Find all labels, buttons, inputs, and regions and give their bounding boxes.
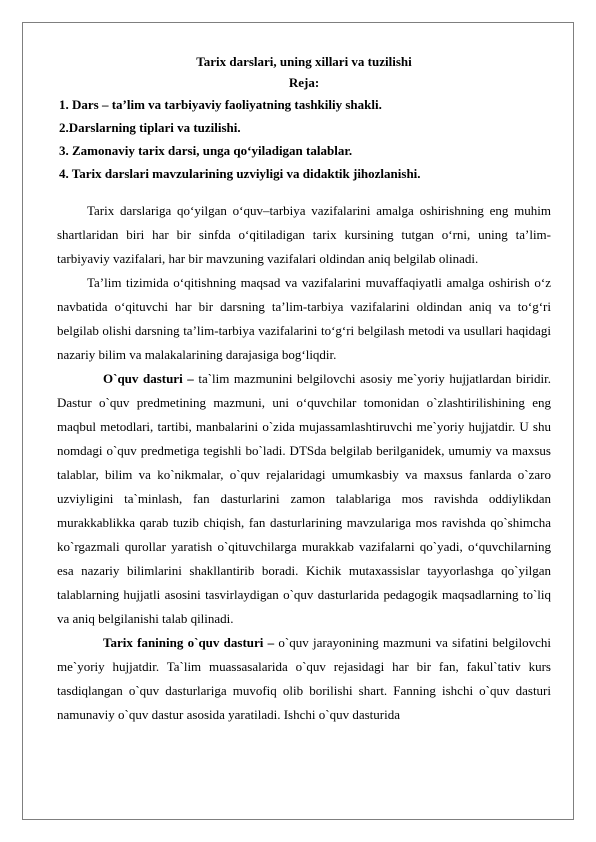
body-paragraph bbox=[57, 199, 551, 271]
document-title: Tarix darslari, uning xillari va tuzilishi bbox=[196, 54, 412, 69]
plan-heading: Reja: bbox=[288, 75, 320, 90]
body-paragraph bbox=[57, 367, 551, 631]
paragraph-text: ta`lim mazmunini belgilovchi asosiy me`yoriy hujjatlardan biridir. Dastur o`quv predmetining mazmuni, uni o‘quvchilar tomonidan o`zlashtirilishining eng maqbul metodlari, tartibi, manbalarini o`zida mujassamlashtiruvchi me`yoriy hujjatdir. U shu nomdagi o`quv predmetiga tegishli bo`ladi. DTSda belgilab berilganidek, umumiy va maxsus talablar, bilim va ko`nikmalar, o`quv rejalaridagi umumkasbiy va maxsus fanlarda o`zaro uzviyligini ta`minlash, fan dasturlarini zamon talablariga mos ravishda oddiylikdan murakkablikka qarab tuzib chiqish, fan dasturlarining mavzulariga mos ravishda qo`shimcha ko`rgazmali qurollar yaratish o`qituvchilarga murakkab vazifalarni qo`yadi, o‘quvchilarning esa nazariy bilimlarini shakllantirib boradi. Kichik mutaxassislar tayyorlashga qo`yilgan talablarning hujjatli asosini tasvirlaydigan o`quv dasturlarida pedagogik maqsadlarning to`liq va aniq belgilanishi talab qilinadi. bbox=[57, 371, 551, 626]
paragraph-text: Tarix darslariga qo‘yilgan o‘quv–tarbiya vazifalarini amalga oshirishning eng muhim shartlaridan biri har bir sinfda o‘qitiladigan tarix kursining tutgan o‘rni, uning ta’lim-tarbiyaviy vazifalari, har bir mavzuning vazifalari oldindan aniq belgilab olinadi. bbox=[57, 203, 551, 266]
paragraph-text: o`quv jarayonining mazmuni va sifatini belgilovchi me`yoriy hujjatdir. Ta`lim muassasalarida o`quv rejasidagi har bir fan, fakul`tativ kurs tasdiqlangan o`quv dasturlariga muvofiq olib borilishi shart. Fanning ishchi o`quv dasturi namunaviy o`quv dastur asosida yaratiladi. Ishchi o`quv dasturida bbox=[57, 635, 552, 722]
plan-item: 2.Darslarning tiplari va tuzilishi. bbox=[59, 120, 241, 135]
plan-item: 1. Dars – ta’lim va tarbiyaviy faoliyatning tashkiliy shakli. bbox=[59, 97, 382, 112]
document-body bbox=[57, 53, 551, 727]
body-paragraph bbox=[57, 631, 551, 727]
plan-item: 3. Zamonaviy tarix darsi, unga qo‘yiladigan talablar. bbox=[59, 143, 353, 158]
body-paragraph bbox=[57, 271, 551, 367]
term-lead: Tarix fanining o`quv dasturi – bbox=[103, 635, 275, 650]
paragraph-text: Ta’lim tizimida o‘qitishning maqsad va vazifalarini muvaffaqiyatli amalga oshirish o‘z navbatida o‘qituvchi har bir darsning ta’lim-tarbiya vazifalarini oldindan aniq va to‘g‘ri belgilab olishi darsning ta’lim-tarbiya vazifalarini to‘g‘ri belgilash metodi va usullari haqidagi nazariy bilim va malakalarining darajasiga bog‘liqdir. bbox=[57, 275, 551, 362]
plan-item: 4. Tarix darslari mavzularining uzviyligi va didaktik jihozlanishi. bbox=[59, 166, 421, 181]
term-lead: O`quv dasturi – bbox=[103, 371, 194, 386]
